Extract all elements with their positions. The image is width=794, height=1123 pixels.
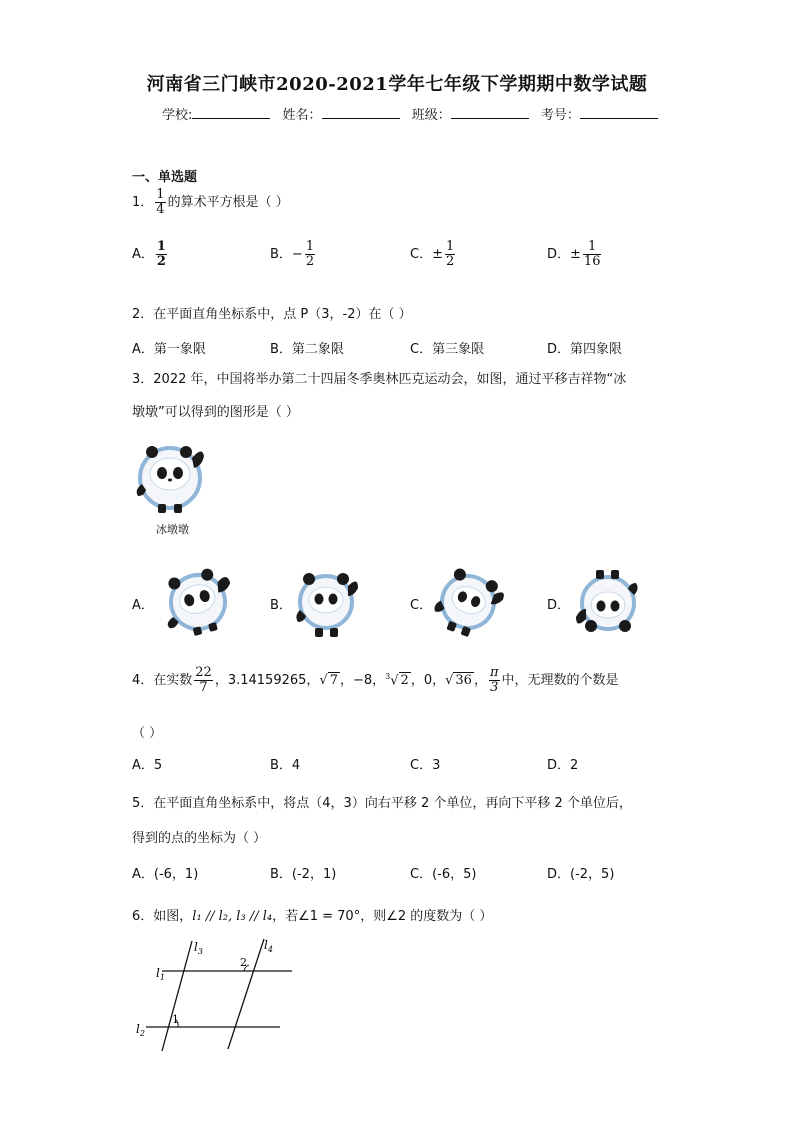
- radicand: 7: [329, 673, 338, 688]
- option-fraction: [156, 240, 167, 269]
- mascot-caption: 冰墩墩: [156, 523, 189, 536]
- q5-option-d[interactable]: D．(-2，5): [547, 867, 615, 882]
- q4-prefix: 4．在实数: [132, 673, 193, 688]
- frac-den: 2: [156, 254, 166, 269]
- root-index: 3: [385, 671, 391, 681]
- label-l4: $l_4$: [264, 938, 273, 954]
- q6-relation: l₁ // l₂, l₃ // l₄: [192, 909, 273, 924]
- q3-option-a-image[interactable]: [158, 566, 238, 638]
- q4-text-4: ，: [473, 673, 487, 688]
- question-5-line2: 得到的点的坐标为（ ）: [132, 831, 267, 846]
- class-field[interactable]: [451, 106, 529, 119]
- q2-option-b[interactable]: B．第二象限: [270, 342, 344, 357]
- option-fraction: [583, 240, 602, 269]
- q4-cbrt-2: $^3$√ 2: [385, 671, 409, 688]
- question-4: [132, 666, 619, 695]
- frac-num: 1: [445, 239, 455, 254]
- radicand: 2: [400, 673, 409, 688]
- class-label: 班级：: [411, 108, 451, 123]
- q1-option-d[interactable]: [547, 240, 603, 269]
- frac-num: 1: [156, 239, 166, 254]
- q1-option-c[interactable]: [410, 240, 457, 269]
- q3-option-c-image[interactable]: [432, 564, 504, 640]
- frac-den: 2: [445, 254, 455, 269]
- option-fraction: [445, 240, 455, 269]
- q3-option-b-label[interactable]: B．: [270, 598, 292, 613]
- q4-suffix: 中，无理数的个数是: [501, 673, 619, 688]
- q4-fraction-pi-3: [489, 666, 500, 695]
- q4-fraction-22-7: [194, 666, 213, 695]
- q4-text-2: ，−8，: [339, 673, 386, 688]
- section-heading: 一、单选题: [132, 170, 198, 185]
- q1-text: 的算术平方根是（ ）: [167, 195, 289, 210]
- q3-option-b-image[interactable]: [292, 566, 362, 642]
- q1-option-a[interactable]: [132, 240, 169, 269]
- number-label: 考号：: [540, 108, 580, 123]
- q3-option-d-image[interactable]: [572, 564, 644, 642]
- radicand: 36: [455, 673, 472, 688]
- q3-option-a-label[interactable]: A．: [132, 598, 154, 613]
- q3-option-c-label[interactable]: C．: [410, 598, 433, 613]
- q5-option-c[interactable]: C．(-6，5): [410, 867, 477, 882]
- label-l2: $l_2$: [136, 1022, 145, 1038]
- q1-option-b[interactable]: [270, 240, 317, 269]
- option-label: C．: [410, 247, 433, 262]
- label-l3: $l_3$: [194, 940, 203, 956]
- q4-text-1: ，3.14159265，: [214, 673, 320, 688]
- question-1: [132, 188, 289, 217]
- label-l1: $l_1$: [156, 966, 165, 982]
- question-3-line2: 墩墩”可以得到的图形是（ ）: [132, 405, 299, 420]
- question-5-line1: 5．在平面直角坐标系中，将点（4，3）向右平移 2 个单位，再向下平移 2 个单位后，: [132, 796, 632, 811]
- q1-fraction: [155, 188, 165, 217]
- parallel-lines-diagram: [132, 935, 302, 1055]
- q2-option-d[interactable]: D．第四象限: [547, 342, 623, 357]
- student-info-line: [162, 104, 666, 123]
- q1-number: 1．: [132, 195, 154, 210]
- option-label: A．: [132, 247, 154, 262]
- frac-num: π: [489, 665, 499, 680]
- frac-num: 1: [305, 239, 315, 254]
- q2-option-c[interactable]: C．第三象限: [410, 342, 485, 357]
- q5-option-a[interactable]: A．(-6，1): [132, 867, 199, 882]
- frac-den: 16: [583, 254, 601, 269]
- question-6: [132, 905, 492, 924]
- option-sign: ±: [570, 247, 581, 262]
- school-field[interactable]: [192, 106, 270, 119]
- frac-num: 1: [583, 240, 602, 255]
- q1-frac-num: 1: [156, 187, 165, 202]
- option-label: B．: [270, 247, 292, 262]
- q4-option-a[interactable]: A．5: [132, 758, 163, 773]
- q4-text-3: ，0，: [410, 673, 446, 688]
- frac-den: 7: [199, 680, 208, 695]
- q5-option-b[interactable]: B．(-2，1): [270, 867, 337, 882]
- label-angle-2: 2: [240, 956, 247, 969]
- option-sign: −: [291, 247, 303, 262]
- q2-option-a[interactable]: A．第一象限: [132, 342, 206, 357]
- q6-text: ，若∠1 = 70°，则∠2 的度数为（ ）: [272, 909, 493, 924]
- question-4-paren: （ ）: [132, 726, 163, 741]
- option-label: D．: [547, 247, 571, 262]
- name-label: 姓名：: [282, 108, 322, 123]
- q6-prefix: 6．如图，: [132, 909, 193, 924]
- exam-title: 河南省三门峡市2020-2021学年七年级下学期期中数学试题: [146, 74, 648, 95]
- name-field[interactable]: [322, 106, 400, 119]
- q4-sqrt-36: √ 36: [445, 673, 472, 688]
- q4-option-d[interactable]: D．2: [547, 758, 579, 773]
- school-label: 学校:: [162, 108, 193, 123]
- label-angle-1: 1: [172, 1013, 179, 1026]
- mascot-figure: [137, 446, 204, 513]
- q1-frac-den: 4: [156, 202, 165, 217]
- frac-den: 3: [490, 680, 499, 695]
- q4-sqrt-7: √ 7: [319, 673, 338, 688]
- q3-option-d-label[interactable]: D．: [547, 598, 571, 613]
- line-l3: [162, 941, 192, 1051]
- q4-option-b[interactable]: B．4: [270, 758, 301, 773]
- frac-den: 2: [305, 254, 315, 269]
- mascot-image: [130, 438, 210, 516]
- option-fraction: [305, 240, 315, 269]
- option-sign: ±: [432, 247, 443, 262]
- question-2: 2．在平面直角坐标系中，点 P（3，-2）在（ ）: [132, 307, 412, 322]
- frac-num: 22: [195, 665, 212, 680]
- number-field[interactable]: [580, 106, 658, 119]
- q4-option-c[interactable]: C．3: [410, 758, 441, 773]
- question-3-line1: 3．2022 年，中国将举办第二十四届冬季奥林匹克运动会，如图，通过平移吉祥物“冰: [132, 372, 627, 387]
